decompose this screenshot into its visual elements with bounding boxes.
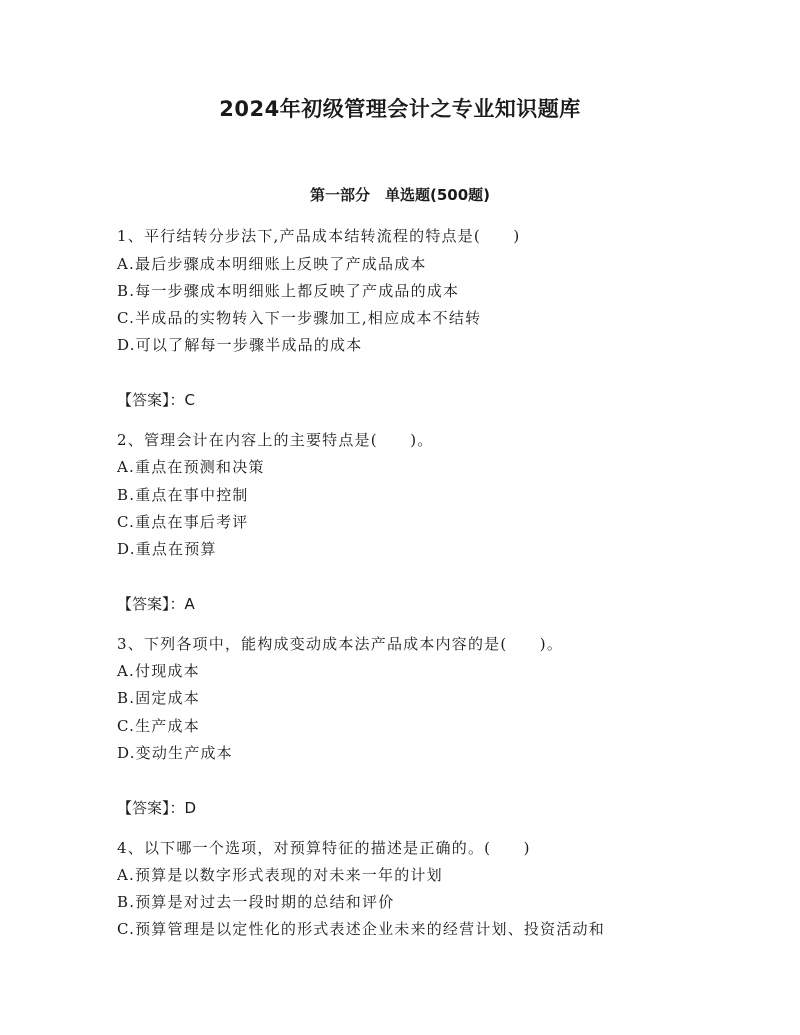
question-4-option-c: C.预算管理是以定性化的形式表述企业未来的经营计划、投资活动和 — [117, 920, 605, 938]
question-2-option-d: D.重点在预算 — [117, 540, 217, 558]
question-2-option-b: B.重点在事中控制 — [117, 486, 249, 504]
question-1-stem: 1、平行结转分步法下,产品成本结转流程的特点是( ) — [117, 227, 521, 245]
question-4-stem: 4、以下哪一个选项，对预算特征的描述是正确的。( ) — [117, 839, 531, 857]
question-1-option-b: B.每一步骤成本明细账上都反映了产成品的成本 — [117, 282, 460, 300]
question-1-answer: 【答案】：C — [117, 391, 195, 409]
question-3-option-a: A.付现成本 — [117, 662, 200, 680]
question-3-option-c: C.生产成本 — [117, 717, 200, 735]
section-title: 第一部分 单选题(500题) — [309, 186, 491, 204]
question-4-option-b: B.预算是对过去一段时期的总结和评价 — [117, 893, 395, 911]
question-4-option-a: A.预算是以数字形式表现的对未来一年的计划 — [117, 866, 443, 884]
question-3-option-d: D.变动生产成本 — [117, 744, 233, 762]
question-3-answer: 【答案】：D — [117, 799, 197, 817]
question-1-option-c: C.半成品的实物转入下一步骤加工,相应成本不结转 — [117, 309, 482, 327]
question-3-option-b: B.固定成本 — [117, 689, 200, 707]
question-3-stem: 3、下列各项中，能构成变动成本法产品成本内容的是( )。 — [117, 635, 564, 653]
question-2-option-a: A.重点在预测和决策 — [117, 458, 265, 476]
question-2-option-c: C.重点在事后考评 — [117, 513, 249, 531]
question-1-option-d: D.可以了解每一步骤半成品的成本 — [117, 336, 363, 354]
question-2-stem: 2、管理会计在内容上的主要特点是( )。 — [117, 431, 434, 449]
question-1-option-a: A.最后步骤成本明细账上反映了产成品成本 — [117, 255, 427, 273]
question-2-answer: 【答案】：A — [117, 595, 195, 613]
document-title: 2024年初级管理会计之专业知识题库 — [219, 97, 581, 121]
